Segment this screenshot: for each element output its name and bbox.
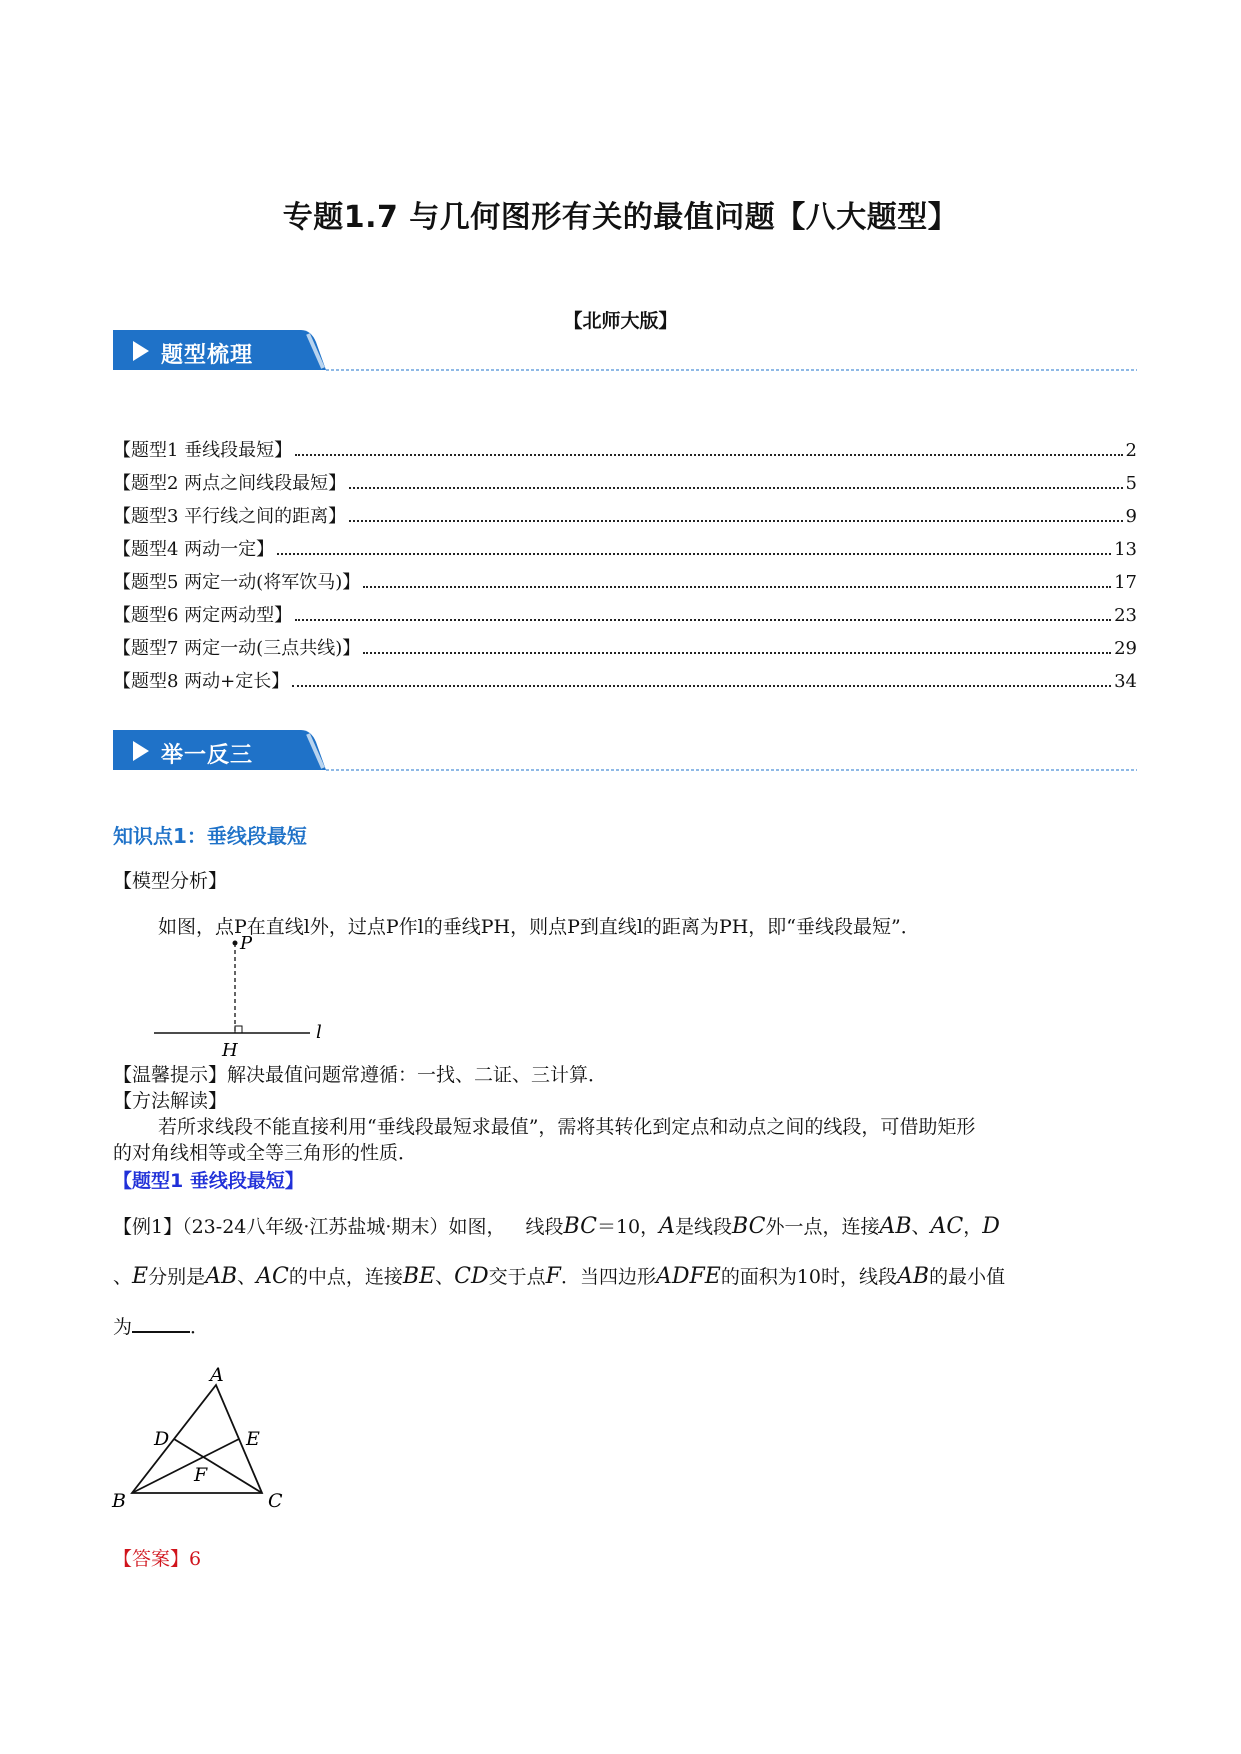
toc-entry[interactable]: 【题型4 两动一定】 13 [113, 539, 1137, 560]
question-line: 为 ． [113, 1312, 209, 1339]
tip-text: 【温馨提示】解决最值问题常遵循：一找、二证、三计算． [113, 1064, 608, 1086]
model-text: 如图，点P在直线l外，过点P作l的垂线PH，则点P到直线l的距离为PH，即“垂线段最短”． [158, 916, 920, 938]
toc-entry[interactable]: 【题型3 平行线之间的距离】 9 [113, 506, 1137, 527]
toc-entry[interactable]: 【题型1 垂线段最短】 2 [113, 440, 1137, 461]
perpendicular-figure [150, 935, 330, 1060]
answer-label: 【答案】 [113, 1548, 190, 1570]
point-label: P [240, 935, 253, 954]
method-text: 的对角线相等或全等三角形的性质． [113, 1142, 418, 1164]
knowledge-title: 知识点1：垂线段最短 [113, 824, 307, 848]
question-line: 、E分别是AB、AC的中点，连接BE、CD交于点F．当四边形ADFE的面积为10时，线段AB的最小值 [113, 1264, 1006, 1289]
svg-text:E: E [246, 1428, 260, 1450]
triangle-figure [108, 1365, 298, 1510]
section-banner-toc [113, 330, 1137, 374]
svg-text:F: F [194, 1464, 208, 1486]
banner-shape [113, 730, 1137, 774]
point-label: H [222, 1040, 238, 1060]
svg-text:C: C [268, 1490, 283, 1510]
type-heading: 【题型1 垂线段最短】 [113, 1170, 304, 1192]
toc-entry[interactable]: 【题型2 两点之间线段最短】 5 [113, 473, 1137, 494]
answer-value: 6 [189, 1548, 202, 1570]
toc-entry[interactable]: 【题型6 两定两动型】 23 [113, 605, 1137, 626]
svg-text:B: B [112, 1490, 126, 1510]
banner-title: 题型梳理 [161, 343, 254, 368]
edition-label: 【北师大版】 [563, 310, 678, 332]
question-line: 【例1】（23-24八年级·江苏盐城·期末）如图， 线段BC＝10，A是线段BC外一点，连接AB、AC，D [113, 1214, 1000, 1239]
page-title: 专题1.7 与几何图形有关的最值问题【八大题型】 [282, 200, 959, 235]
method-text: 若所求线段不能直接利用“垂线段最短求最值”，需将其转化到定点和动点之间的线段，可借助矩形 [158, 1116, 976, 1138]
section-banner-examples [113, 730, 1137, 774]
table-of-contents [113, 436, 1137, 700]
banner-title: 举一反三 [161, 743, 254, 768]
svg-text:A: A [210, 1365, 224, 1386]
answer-line [113, 1544, 201, 1571]
answer-blank[interactable] [132, 1313, 190, 1333]
toc-entry[interactable]: 【题型8 两动+定长】 34 [113, 671, 1137, 692]
banner-shape [113, 330, 1137, 374]
svg-text:D: D [154, 1428, 170, 1450]
method-heading: 【方法解读】 [113, 1090, 228, 1112]
line-label: l [316, 1022, 322, 1043]
toc-entry[interactable]: 【题型5 两定一动(将军饮马)】 17 [113, 572, 1137, 593]
model-heading: 【模型分析】 [113, 870, 228, 892]
toc-entry[interactable]: 【题型7 两定一动(三点共线)】 29 [113, 638, 1137, 659]
